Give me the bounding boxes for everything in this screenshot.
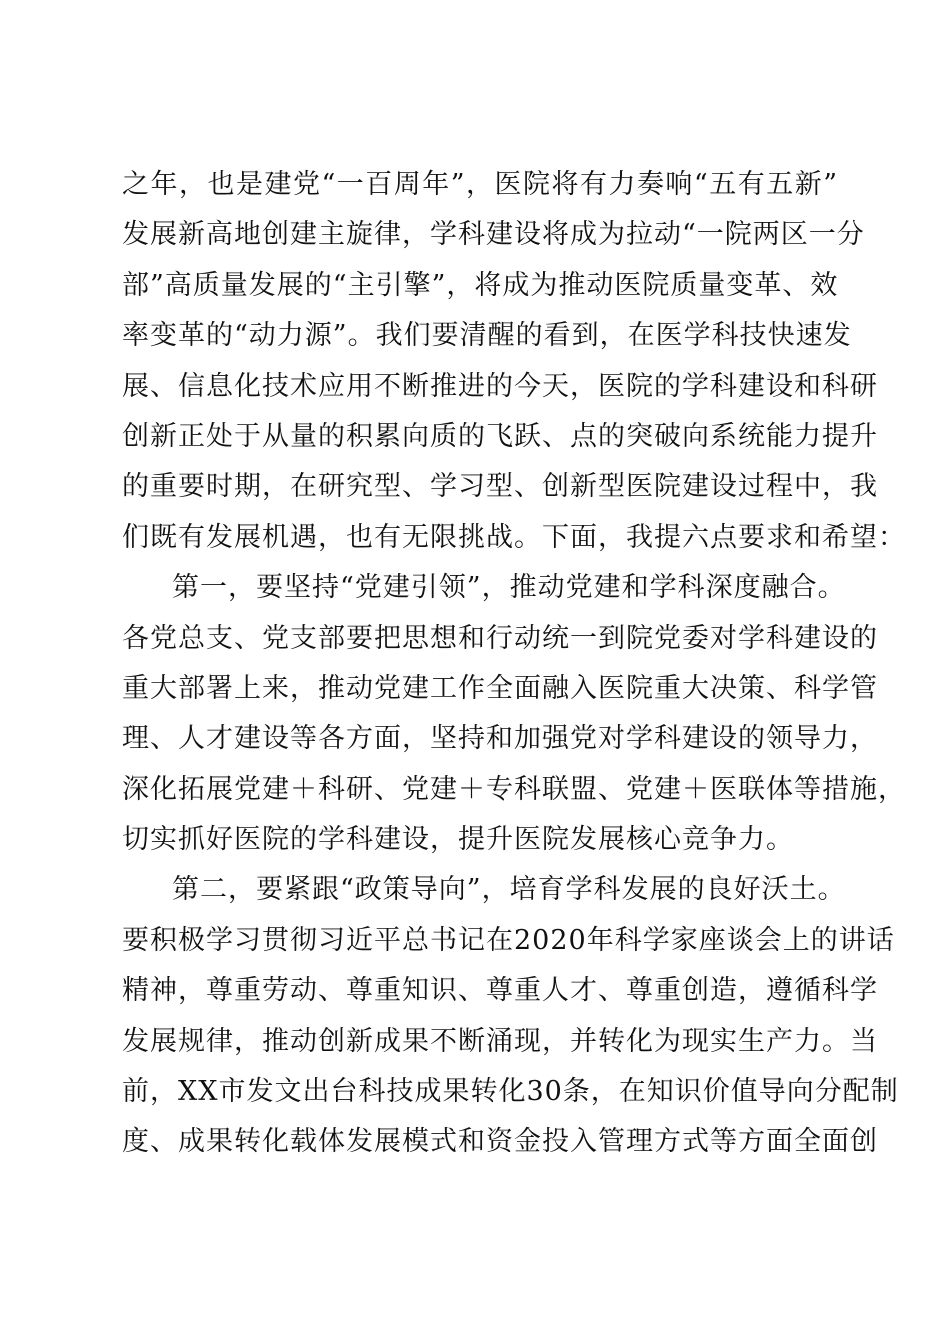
- text-line: 的重要时期，在研究型、学习型、创新型医院建设过程中，我: [122, 471, 878, 503]
- text-line: 之年，也是建党“一百周年”，医院将有力奏响“五有五新”: [122, 169, 838, 200]
- text-line: 部”高质量发展的“主引擎”，将成为推动医院质量变革、效: [122, 269, 839, 301]
- text-line: 理、人才建设等各方面，坚持和加强党对学科建设的领导力，: [122, 723, 878, 755]
- text-line: 前，XX市发文出台科技成果转化30条，在知识价值导向分配制: [122, 1076, 899, 1108]
- text-line: 们既有发展机遇，也有无限挑战。下面，我提六点要求和希望：: [122, 521, 906, 553]
- text-line: 展、信息化技术应用不断推进的今天，医院的学科建设和科研: [122, 370, 878, 402]
- text-line: 创新正处于从量的积累向质的飞跃、点的突破向系统能力提升: [122, 420, 878, 452]
- text-line: 各党总支、党支部要把思想和行动统一到院党委对学科建设的: [122, 622, 878, 654]
- body-text: [122, 160, 906, 1168]
- text-line: 第一，要坚持“党建引领”，推动党建和学科深度融合。: [172, 572, 846, 604]
- text-line: 重大部署上来，推动党建工作全面融入医院重大决策、科学管: [122, 672, 878, 704]
- text-line: 率变革的“动力源”。我们要清醒的看到，在医学科技快速发: [122, 320, 852, 352]
- text-line: 度、成果转化载体发展模式和资金投入管理方式等方面全面创: [122, 1126, 878, 1158]
- text-line: 切实抓好医院的学科建设，提升医院发展核心竞争力。: [122, 824, 794, 856]
- text-line: 第二，要紧跟“政策导向”，培育学科发展的良好沃土。: [172, 874, 846, 906]
- text-line: 深化拓展党建＋科研、党建＋专科联盟、党建＋医联体等措施，: [122, 773, 906, 805]
- text-line: 发展新高地创建主旋律，学科建设将成为拉动“一院两区一分: [122, 219, 865, 251]
- text-line: 要积极学习贯彻习近平总书记在2020年科学家座谈会上的讲话: [122, 924, 895, 956]
- text-line: 发展规律，推动创新成果不断涌现，并转化为现实生产力。当: [122, 1025, 878, 1057]
- text-line: 精神，尊重劳动、尊重知识、尊重人才、尊重创造，遵循科学: [122, 975, 878, 1007]
